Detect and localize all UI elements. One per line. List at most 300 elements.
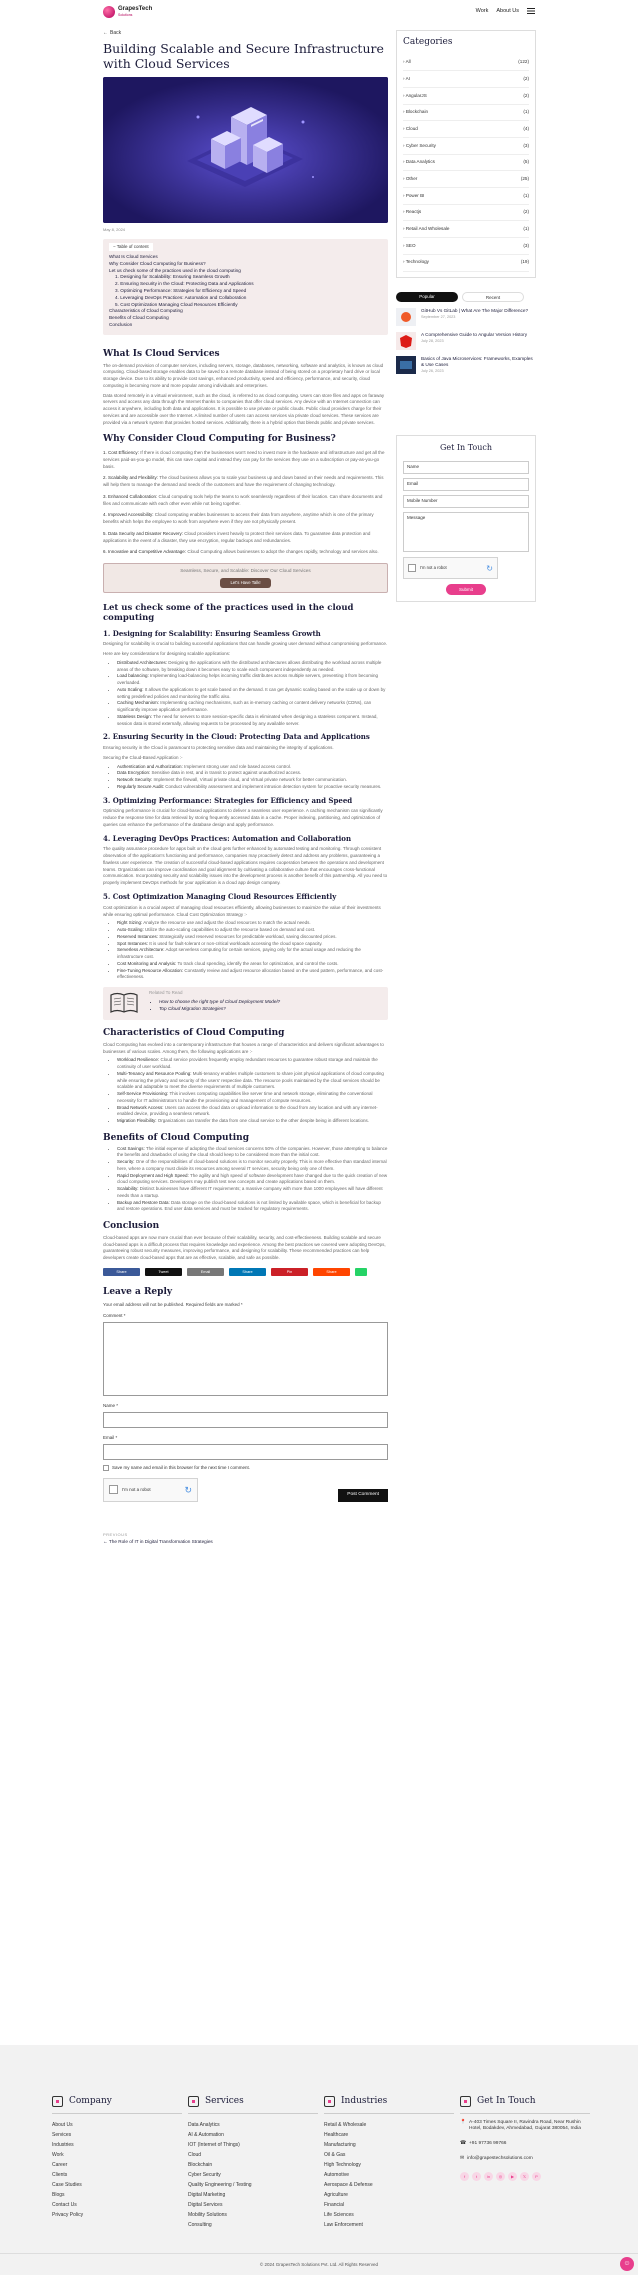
company-icon xyxy=(52,2096,63,2107)
chevron-right-icon: › xyxy=(403,176,406,182)
social-icon[interactable]: t xyxy=(472,2172,481,2181)
list-item xyxy=(117,941,388,948)
services-links xyxy=(188,2120,318,2230)
category-count: (5) xyxy=(523,159,529,165)
logo-sub: Solutions xyxy=(118,13,133,18)
banner-text: Seamless, Secure, and Scalable: Discover Our Cloud Services xyxy=(180,568,311,574)
list-item-title: Cost Savings: xyxy=(117,1145,145,1151)
paragraph: Designing for scalability is crucial to building successful applications that can handle growing user demand without compromising performance. xyxy=(103,641,388,647)
list-item-title: Auto Scaling: xyxy=(117,686,144,692)
why-item-text: The cloud business allows you to scale your business up and down based on their needs and requirements. This will help them to manage the demand and needs of the customers and have the requirement of changing technology. xyxy=(103,475,384,488)
hero-image xyxy=(103,77,388,223)
category-label: SEO xyxy=(405,242,416,248)
post-date: May 8, 2024 xyxy=(103,227,126,232)
share-button[interactable]: Share xyxy=(229,1268,266,1276)
list-item-text: Constantly review and adjust resource allocation based on the used pattern, performance, and cost-effectiveness. xyxy=(117,967,384,980)
toc-item[interactable]: Benefits of Cloud Computing xyxy=(109,315,169,321)
list-item-title: Rapid Deployment and High Speed: xyxy=(117,1172,189,1178)
category-count: (2) xyxy=(523,75,529,81)
share-button[interactable]: Share xyxy=(313,1268,350,1276)
chevron-right-icon: › xyxy=(403,142,406,148)
list-item xyxy=(117,714,388,728)
category-name xyxy=(403,159,435,165)
site-logo[interactable] xyxy=(103,5,152,18)
category-name xyxy=(403,176,417,182)
arrow-left-icon: ← xyxy=(103,30,108,36)
footer-link[interactable]: Life Sciences xyxy=(324,2211,354,2218)
footer-link[interactable]: Retail & Wholesale xyxy=(324,2121,367,2128)
footer-link[interactable]: Quality Engineering / Testing xyxy=(188,2181,252,2188)
services-icon xyxy=(188,2096,199,2107)
footer-link[interactable]: Healthcare xyxy=(324,2131,349,2138)
chevron-right-icon: › xyxy=(403,92,406,98)
list-item-text: Analyze the resource use and adjust the cloud resources to match the actual needs. xyxy=(142,920,311,926)
category-count: (19) xyxy=(520,259,529,265)
contact-message-input[interactable]: Message xyxy=(403,512,529,552)
heading-conclusion: Conclusion xyxy=(103,1221,160,1232)
paragraph: Cloud Computing has evolved into a contemporary infrastructure that houses a range of characteristics and delivers significant advantages to businesses of various scales. Among them, the following applications are :- xyxy=(103,1041,384,1054)
minus-icon: − xyxy=(113,243,117,249)
footer-contact xyxy=(460,2095,590,2182)
post-thumbnail xyxy=(396,308,416,326)
list-item-title: Workload Resilience: xyxy=(117,1057,160,1063)
toc-item[interactable]: 5. Cost Optimization Managing Cloud Resources Efficiently xyxy=(115,301,238,307)
category-count: (4) xyxy=(523,125,529,131)
social-icon[interactable]: in xyxy=(484,2172,493,2181)
characteristics-list xyxy=(103,1057,388,1125)
list-item-title: Migration Flexibility: xyxy=(117,1118,157,1124)
contact-name-input[interactable]: Name xyxy=(403,461,529,474)
paragraph: The on-demand provision of computer services, including servers, storage, databases, networking, software and analytics, is known as cloud computing. Cloud-based storage enables data to be saved to a remote database instead of being stored on a proprietary hard drive or local storage device. Due to its ability to provide cost savings, enhanced productivity, speed and efficiency, performance, and security, cloud computing is becoming more and more popular among individuals and enterprises. xyxy=(103,362,384,388)
list-item-title: Scalability: xyxy=(117,1186,139,1192)
practice-2-list xyxy=(103,764,388,791)
industries-links xyxy=(324,2120,454,2230)
footer-link[interactable]: Digital Services xyxy=(188,2201,223,2208)
list-item-text: Multi-tenancy enables multiple customers to share joint physical applications of cloud computing while ensuring the privacy and security of the users' respective data. The resource pools maintained by the cloud services should be scalable and adaptable to meet the diverse requirements of multiple customers. xyxy=(117,1070,384,1090)
list-item-text: The need for servers to store session-specific data is eliminated when designing a stateless component. Instead, session data is stored externally, allowing requests to be processed by any available server. xyxy=(117,713,378,726)
list-item-text: Implementing caching mechanisms, such as in-memory caching or content delivery networks (CDNs), can significantly improve application performance. xyxy=(117,700,372,713)
list-item-title: Right Sizing: xyxy=(117,920,143,926)
why-item-title: 4. Improved Accessibility: xyxy=(103,512,154,518)
list-item-text: Cloud service providers frequently employ redundant resources to guarantee robust storage and maintain the continuity of user workload. xyxy=(117,1057,378,1070)
paragraph: Optimizing performance is crucial for cloud-based applications to deliver a seamless user experience. A caching mechanism can significantly reduce the response time for data retrieval by storing frequently accessed data in a cache. Proper indexing, partitioning, and optimization of queries can enhance the performance of the database design and apply performance. xyxy=(103,808,383,827)
post-thumbnail xyxy=(396,332,416,350)
paragraph: Here are key considerations for designing scalable applications: xyxy=(103,651,231,657)
tab-popular[interactable]: Popular xyxy=(396,292,458,302)
heading-what: What Is Cloud Services xyxy=(103,348,220,359)
why-item-title: 5. Data Security and Disaster Recovery: xyxy=(103,530,184,536)
talk-button[interactable]: Let's Have Talk! xyxy=(220,578,270,588)
category-name xyxy=(403,259,429,265)
list-item xyxy=(117,934,388,941)
list-item-title: Cost Monitoring and Analysis: xyxy=(117,960,177,966)
category-name xyxy=(403,193,424,199)
name-input[interactable] xyxy=(103,1412,388,1428)
category-item[interactable] xyxy=(403,188,529,205)
practice-5-list xyxy=(103,920,388,981)
category-count: (1) xyxy=(523,109,529,115)
list-item xyxy=(117,660,388,674)
post-tabs xyxy=(396,292,536,302)
recaptcha-checkbox[interactable] xyxy=(408,564,416,572)
share-button[interactable]: Share xyxy=(103,1268,140,1276)
list-item-text: Utilize the auto-scaling capabilities to adjust the resource based on demand and cost. xyxy=(143,927,316,933)
toc-item[interactable]: Characteristics of Cloud Computing xyxy=(109,308,183,314)
footer-email[interactable]: info@grapestechsolutions.com xyxy=(467,2155,533,2161)
footer-link[interactable]: Data Analytics xyxy=(188,2121,220,2128)
footer-link[interactable]: AI & Automation xyxy=(188,2131,224,2138)
related-box xyxy=(103,987,388,1020)
footer-link[interactable]: Aerospace & Defense xyxy=(324,2181,373,2188)
category-item[interactable] xyxy=(403,205,529,222)
footer-link[interactable]: Law Enforcement xyxy=(324,2221,363,2228)
list-item xyxy=(117,700,388,714)
list-item-text: Data storage on the cloud-based solutions is not limited by available space, which is beneficial for backup and restore operations. End user data services and must be tracked for regulatory requirements. xyxy=(117,1199,381,1212)
list-item xyxy=(117,1118,388,1125)
recaptcha-box xyxy=(103,1478,198,1502)
list-item xyxy=(117,1057,388,1071)
category-count: (1) xyxy=(523,226,529,232)
category-label: Retail And Wholesale xyxy=(405,226,450,232)
category-label: Cyber Security xyxy=(405,142,436,148)
email-icon: ✉ xyxy=(460,2155,465,2161)
footer-link[interactable]: Case Studies xyxy=(52,2181,82,2188)
category-item[interactable] xyxy=(403,238,529,255)
list-item-text: Organizations can transfer the data from one cloud service to the other despite being in different locations. xyxy=(156,1118,370,1124)
heading-practice-5: 5. Cost Optimization Managing Cloud Resources Efficiently xyxy=(103,891,337,901)
post-date: July 28, 2023 xyxy=(421,339,444,344)
why-item-text: Cloud computing enables businesses to access their data from anywhere, anytime which is one of the primary benefits which helps the employee to work from anywhere even if they are not physically present. xyxy=(103,512,374,525)
save-info-label: Save my name and email in this browser for the next time I comment. xyxy=(112,1464,251,1470)
list-item-title: Self-Service Provisioning: xyxy=(117,1091,169,1097)
list-item-title: Fine-Tuning Resource Allocation: xyxy=(117,967,184,973)
category-name xyxy=(403,209,421,215)
list-item-title: Serverless Architecture: xyxy=(117,947,165,953)
list-item-title: Regularly Secure Audit: xyxy=(117,783,165,789)
cta-banner xyxy=(103,563,388,593)
category-item[interactable] xyxy=(403,138,529,155)
category-item[interactable] xyxy=(403,171,529,188)
footer-link[interactable]: Financial xyxy=(324,2201,345,2208)
category-name xyxy=(403,76,410,82)
category-count: (2) xyxy=(523,209,529,215)
footer-link[interactable]: Oil & Gas xyxy=(324,2151,346,2158)
footer-company-title: Company xyxy=(69,2096,112,2106)
paragraph: The quality assurance procedure for apps built on the cloud gets further enhanced by automated testing and monitoring. Through consistent observation of the application's functioning and performance, companies may proactively detect and address any problems, guaranteeing a flawless user experience. The creation of successful cloud-based applications requires cooperation between the operations and development teams. Organizations can improve coordination and goal alignment by cultivating a collaborative culture that encourages cross-functional communication. Incorporating security and scalability issues into the development process is another benefit of this partnership. All you need to properly implement DevOps methods for your application is a cloud app design company. xyxy=(103,846,388,886)
list-item-title: Spot Instances: xyxy=(117,940,149,946)
tab-recent[interactable]: Recent xyxy=(462,292,524,302)
footer-link[interactable]: Mobility Solutions xyxy=(188,2211,227,2218)
list-item xyxy=(117,1159,388,1173)
post-comment-button[interactable]: Post Comment xyxy=(338,1489,388,1502)
list-item xyxy=(117,784,388,791)
list-item xyxy=(117,961,388,968)
category-item[interactable] xyxy=(403,88,529,105)
posts-widget xyxy=(396,292,536,375)
contact-recaptcha xyxy=(403,557,498,579)
prev-post[interactable] xyxy=(103,1532,388,1546)
recaptcha-label: I'm not a robot xyxy=(420,565,447,571)
post-title: GitHub Vs GitLab | What Are The Major Difference? xyxy=(421,308,529,313)
paragraph: Cost optimization is a crucial aspect of managing cloud resources efficiently, allowing businesses to maximize the value of their investments while ensuring optimal performance. Cloud Cost Optimization Strategy :- xyxy=(103,904,381,917)
chevron-right-icon: › xyxy=(403,242,406,248)
why-item-title: 2. Scalability and Flexibility: xyxy=(103,475,159,481)
prev-label: PREVIOUS xyxy=(103,1531,128,1537)
footer-link[interactable]: Consulting xyxy=(188,2221,212,2228)
share-button[interactable] xyxy=(355,1268,367,1276)
post-date: July 26, 2023 xyxy=(421,369,444,374)
category-item[interactable] xyxy=(403,55,529,72)
list-item xyxy=(117,927,388,934)
why-item xyxy=(103,450,388,470)
footer-link[interactable]: Digital Marketing xyxy=(188,2191,226,2198)
category-name xyxy=(403,226,449,232)
toc-list xyxy=(109,254,382,329)
list-item-text: Sensitive data in rest, and in transit to protect against unauthorized access. xyxy=(150,770,302,776)
list-item xyxy=(117,1186,388,1200)
main-nav xyxy=(476,8,535,18)
category-count: (1) xyxy=(523,192,529,198)
category-item[interactable] xyxy=(403,221,529,238)
logo-name: GrapesTech xyxy=(118,6,153,12)
toc-item[interactable]: Let us check some of the practices used in the cloud computing xyxy=(109,267,241,273)
list-item-title: Network Security: xyxy=(117,777,153,783)
footer-link[interactable]: Privacy Policy xyxy=(52,2211,84,2218)
why-item xyxy=(103,494,388,508)
list-item-text: The agility and high speed of software development have changed due to the quick creation of new cloud computing services. Developers may publish test new concepts and create applications based on them. xyxy=(117,1172,388,1185)
list-item-title: Authentication and Authorization: xyxy=(117,763,183,769)
comment-textarea[interactable] xyxy=(103,1322,388,1396)
list-item-title: Broad Network Access: xyxy=(117,1104,164,1110)
why-item-title: 1. Cost Efficiency: xyxy=(103,450,139,456)
recaptcha-checkbox[interactable] xyxy=(109,1485,118,1494)
category-name xyxy=(403,93,427,99)
toc-toggle[interactable] xyxy=(109,243,153,251)
contact-submit-button[interactable]: Submit xyxy=(446,584,486,595)
category-label: Blockchain xyxy=(405,109,429,115)
comment-label: Comment * xyxy=(103,1313,126,1319)
category-label: Cloud xyxy=(405,125,418,131)
related-label: Related To Read xyxy=(149,990,183,996)
toc-item[interactable]: Conclusion xyxy=(109,322,133,328)
social-icon[interactable]: f xyxy=(460,2172,469,2181)
why-item-title: 6. Innovative and Competitive Advantage: xyxy=(103,549,187,555)
social-icon[interactable]: ▶ xyxy=(508,2172,517,2181)
footer-link[interactable]: IOT (Internet of Things) xyxy=(188,2141,240,2148)
contact-mobile-input[interactable]: Mobile Number xyxy=(403,495,529,508)
chevron-right-icon: › xyxy=(403,259,406,265)
why-item-text: If there is cloud computing then the businesses won't need to invest more in the hardware and infrastructure and get all the services paid-as-you-go model, this can save capital and instead they can pay for the services they use on a subscription or pay-as-you-go basis. xyxy=(103,450,385,469)
menu-icon[interactable] xyxy=(527,8,535,18)
category-name xyxy=(403,126,418,132)
reply-title: Leave a Reply xyxy=(103,1286,173,1297)
chevron-right-icon: › xyxy=(403,226,406,232)
whatsapp-chat-icon[interactable]: ☺ xyxy=(620,2257,634,2271)
back-label: Back xyxy=(110,30,122,36)
footer-link[interactable]: Cyber Security xyxy=(188,2171,221,2178)
nav-about[interactable]: About Us xyxy=(496,8,519,14)
post-title: Basics of Java Microservices: Frameworks, Examples & Use Cases xyxy=(421,356,533,368)
list-item-text: It allows the applications to get scale based on the demand. It can get dynamic scaling based on the scale up or down by setting predefined policies and monitoring the traffic also. xyxy=(117,686,386,699)
related-link[interactable]: • How to choose the right type of Cloud Deployment Model? xyxy=(159,998,280,1005)
category-item[interactable] xyxy=(403,255,529,272)
category-count: (3) xyxy=(523,242,529,248)
footer-link[interactable]: Manufacturing xyxy=(324,2141,356,2148)
post-title: Building Scalable and Secure Infrastructure with Cloud Services xyxy=(103,41,384,71)
toc-item[interactable]: 4. Leveraging DevOps Practices: Automation and Collaboration xyxy=(115,294,247,300)
reply-note: Your email address will not be published. Required fields are marked * xyxy=(103,1301,243,1307)
social-links xyxy=(460,2172,590,2181)
share-button[interactable]: Tweet xyxy=(145,1268,182,1276)
sidebar-post[interactable] xyxy=(396,332,536,350)
footer-company xyxy=(52,2095,182,2220)
toc-item[interactable]: 1. Designing for Scalability: Ensuring Seamless Growth xyxy=(115,274,230,280)
heading-practice-4: 4. Leveraging DevOps Practices: Automation and Collaboration xyxy=(103,833,352,843)
social-icon[interactable]: P xyxy=(532,2172,541,2181)
social-icon[interactable]: ◎ xyxy=(496,2172,505,2181)
sidebar-post[interactable] xyxy=(396,356,536,375)
categories-title: Categories xyxy=(403,37,453,47)
category-label: Technology xyxy=(405,259,429,265)
list-item-text: Users can access the cloud data or upload information to the cloud from any location and with any internet-enabled device, providing a seamless network. xyxy=(117,1104,378,1117)
industries-icon xyxy=(324,2096,335,2107)
list-item-text: To track cloud spending, identify the areas for optimization, and control the costs. xyxy=(176,960,339,966)
name-label: Name * xyxy=(103,1403,119,1409)
categories-box xyxy=(396,30,536,278)
list-item-text: Implementing load-balancing helps incoming traffic distributes across multiple servers, preventing it from becoming overloaded. xyxy=(117,673,379,686)
category-label: Power BI xyxy=(405,192,425,198)
toc-label: Table of content xyxy=(116,243,149,249)
paragraph: Securing the Cloud-Based Application :- xyxy=(103,754,183,760)
share-button[interactable]: Pin xyxy=(271,1268,308,1276)
share-button[interactable]: Email xyxy=(187,1268,224,1276)
category-count: (122) xyxy=(518,59,529,65)
category-item[interactable] xyxy=(403,105,529,122)
list-item-title: Backup and Restore Data: xyxy=(117,1199,170,1205)
footer-link[interactable]: Industries xyxy=(52,2141,74,2148)
category-label: Reactjs xyxy=(405,209,422,215)
nav-work[interactable]: Work xyxy=(475,8,489,14)
heading-characteristics: Characteristics of Cloud Computing xyxy=(103,1028,285,1039)
footer-industries xyxy=(324,2095,454,2230)
footer-link[interactable]: Contact Us xyxy=(52,2201,77,2208)
list-item xyxy=(117,1071,388,1091)
why-item xyxy=(103,549,388,556)
list-item-text: Implement strong user and role based access control. xyxy=(182,763,292,769)
footer-link[interactable]: Cloud xyxy=(188,2151,202,2158)
list-item-text: It is used for fault-tolerant or non-critical workloads accessing the cloud space capacity. xyxy=(148,940,323,946)
chevron-right-icon: › xyxy=(403,109,406,115)
list-item-title: Auto-Scaling: xyxy=(117,927,144,933)
list-item xyxy=(117,687,388,701)
related-link[interactable]: • Top Cloud Migration Strategies? xyxy=(159,1005,280,1012)
sidebar-post[interactable] xyxy=(396,308,536,326)
toc-item[interactable]: What Is Cloud Services xyxy=(109,253,158,259)
toc-item[interactable]: 3. Optimizing Performance: Strategies for Efficiency and Speed xyxy=(115,287,247,293)
footer-link[interactable]: Automotive xyxy=(324,2171,350,2178)
list-item-title: Load balancing: xyxy=(117,673,149,679)
toc-item[interactable]: 2. Ensuring Security in the Cloud: Protecting Data and Applications xyxy=(115,281,254,287)
arrow-left-icon: ← xyxy=(103,1539,109,1545)
category-name xyxy=(403,243,416,249)
list-item xyxy=(117,1173,388,1187)
email-input[interactable] xyxy=(103,1444,388,1460)
list-item-title: Security: xyxy=(117,1159,135,1165)
chevron-right-icon: › xyxy=(403,159,406,165)
category-item[interactable] xyxy=(403,121,529,138)
category-label: AngularJS xyxy=(405,92,427,98)
footer-phone[interactable]: +91 97736 99766 xyxy=(468,2141,507,2146)
footer-link[interactable]: Services xyxy=(52,2131,72,2138)
list-item xyxy=(117,777,388,784)
list-item-title: Distributed Architectures: xyxy=(117,659,168,665)
category-name xyxy=(403,109,428,115)
list-item xyxy=(117,1105,388,1119)
heading-practice-3: 3. Optimizing Performance: Strategies for Efficiency and Speed xyxy=(103,795,353,805)
post-thumbnail xyxy=(396,356,416,374)
heading-practice-1: 1. Designing for Scalability: Ensuring Seamless Growth xyxy=(103,628,321,638)
list-item xyxy=(117,1146,388,1160)
footer-services-title: Services xyxy=(205,2096,244,2106)
grape-logo-icon xyxy=(103,6,115,18)
phone-icon: ☎ xyxy=(460,2141,466,2146)
footer-link[interactable]: Agriculture xyxy=(324,2191,348,2198)
post-date: September 27, 2023 xyxy=(421,315,456,320)
save-info-checkbox[interactable] xyxy=(103,1465,109,1471)
prev-title: The Role of IT in Digital Transformation Strategies xyxy=(108,1539,213,1545)
recaptcha-label: I'm not a robot xyxy=(122,1486,151,1492)
list-item-title: Reserved Instances: xyxy=(117,933,159,939)
chevron-right-icon: › xyxy=(403,125,406,131)
why-item xyxy=(103,475,388,489)
list-item-title: Caching Mechanism: xyxy=(117,700,160,706)
list-item-text: One of the responsibilities of cloud-based solutions is to monitor security properly. This is more effective than standard internal here, where a company must divide its resources among several IT services, security being only one of them. xyxy=(117,1159,387,1171)
list-item-text: Adopt serverless computing for certain services, paying only for the actual usage and reducing the infrastructure cost. xyxy=(117,947,361,960)
category-name xyxy=(403,143,436,149)
footer-link[interactable]: About Us xyxy=(52,2121,73,2128)
toc-item[interactable]: Why Consider Cloud Computing for Business? xyxy=(109,260,206,266)
footer-link[interactable]: Clients xyxy=(52,2171,68,2178)
category-label: AI xyxy=(405,75,410,81)
list-item-text: Designing the applications with the distributed architectures allows distributing the workload across multiple areas of the software, by breaking down it becomes easy to scale each component independently as needed. xyxy=(117,659,382,672)
contact-email-input[interactable]: Email xyxy=(403,478,529,491)
footer-link[interactable]: Work xyxy=(52,2151,64,2158)
list-item-text: Implement the firewall, Virtual private cloud, and Virtual private network for better communication. xyxy=(152,777,347,783)
contact-widget xyxy=(396,435,536,602)
footer-link[interactable]: Blogs xyxy=(52,2191,65,2198)
social-icon[interactable]: 𝕏 xyxy=(520,2172,529,2181)
category-label: All xyxy=(405,59,411,65)
category-count: (3) xyxy=(523,142,529,148)
list-item xyxy=(117,770,388,777)
chevron-right-icon: › xyxy=(403,59,406,65)
why-item xyxy=(103,512,388,526)
category-count: (2) xyxy=(523,92,529,98)
footer-link[interactable]: High Technology xyxy=(324,2161,361,2168)
footer-link[interactable]: Blockchain xyxy=(188,2161,213,2168)
category-item[interactable] xyxy=(403,71,529,88)
footer-link[interactable]: Career xyxy=(52,2161,68,2168)
category-label: Other xyxy=(405,176,418,182)
location-icon: 📍 xyxy=(460,2119,466,2125)
paragraph: Ensuring security in the Cloud is paramount to protecting sensitive data and maintaining the integrity of applications. xyxy=(103,745,334,751)
list-item-title: Stateless Design: xyxy=(117,713,153,719)
category-item[interactable] xyxy=(403,155,529,172)
why-item-title: 3. Enhanced Collaboration: xyxy=(103,493,158,499)
back-link[interactable] xyxy=(103,30,388,37)
why-item-text: Cloud providers invest heavily to protect their services data. To guarantee data protection and applications in the event of a disaster, they use encryption, regular backups and redundancies. xyxy=(103,530,371,543)
copyright: © 2024 GrapesTech Solutions Pvt. Ltd. All Rights Reserved xyxy=(0,2253,638,2275)
